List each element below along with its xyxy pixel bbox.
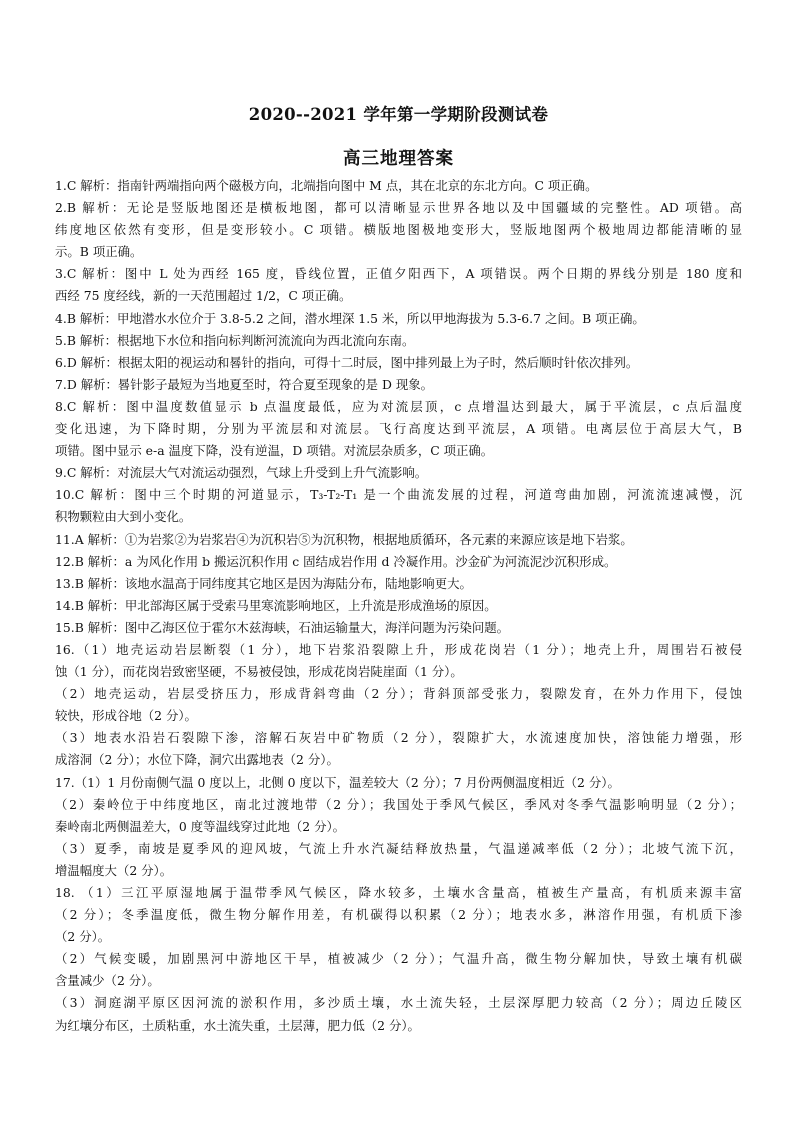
answer-line: 纬度地区依然有变形，但是变形较小。C 项错。横版地图极地变形大，竖版地图两个极地周边都能清晰的显 <box>55 222 742 238</box>
answer-line: 17.（1）1 月份南侧气温 0 度以上，北侧 0 度以下，温差较大（2 分）；7 月份两侧温度相近（2 分）。 <box>55 774 620 790</box>
answer-line: 1.C 解析：指南针两端指向两个磁极方向，北端指向图中 M 点，其在北京的东北方向。C 项正确。 <box>55 178 598 193</box>
answer-line: 18. （1）三江平原湿地属于温带季风气候区，降水较多，土壤水含量高，植被生产量高，有机质来源丰富 <box>55 885 742 900</box>
answer-line: 积物颗粒由大到小变化。 <box>55 509 192 525</box>
document-subtitle: 高三地理答案 <box>343 149 454 169</box>
answer-line: 14.B 解析：甲北部海区属于受索马里寒流影响地区，上升流是形成渔场的原因。 <box>55 597 497 613</box>
answer-line: 8.C 解析：图中温度数值显示 b 点温度最低，应为对流层顶，c 点增温达到最大，属于平流层，c 点后温度 <box>55 398 742 414</box>
answer-line: （3）洞庭湖平原区因河流的淤积作用，多沙质土壤，水土流失轻，土层深厚肥力较高（2 分）；周边丘陵区 <box>55 995 742 1011</box>
answer-line: 6.D 解析：根据太阳的视运动和晷针的指向，可得十二时辰，图中排列最上为子时，然后顺时针依次排列。 <box>55 354 639 370</box>
answer-line: 为红壤分布区，土质粘重，水土流失重，土层薄，肥力低（2 分）。 <box>55 1017 420 1033</box>
answer-line: （2 分）；冬季温度低，微生物分解作用差，有机碳得以积累（2 分）；地表水多，淋溶作用强，有机质下渗 <box>55 907 742 923</box>
answer-line: 变化迅速，为下降时期，分别为平流层和对流层。飞行高度达到平流层，A 项错。电离层位于高层大气，B <box>55 421 742 437</box>
answer-line: 3.C 解析：图中 L 处为西经 165 度，昏线位置，正值夕阳西下，A 项错误。两个日期的界线分别是 180 度和 <box>55 266 742 282</box>
answer-line: 蚀（1 分），而花岗岩致密坚硬，不易被侵蚀，形成花岗岩陡崖面（1 分）。 <box>55 664 463 680</box>
answer-line: （3）夏季，南坡是夏季风的迎风坡，气流上升水汽凝结释放热量，气温递减率低（2 分）；北坡气流下沉， <box>55 840 742 856</box>
answer-line: 11.A 解析：①为岩浆②为岩浆岩④为沉积岩⑤为沉积物，根据地质循环，各元素的来源应该是地下岩浆。 <box>55 531 633 547</box>
answer-line: 12.B 解析：a 为风化作用 b 搬运沉积作用 c 固结成岩作用 d 冷凝作用。沙金矿为河流泥沙沉积形成。 <box>55 553 617 569</box>
answer-body <box>55 175 742 1037</box>
answer-line: 秦岭南北两侧温差大，0 度等温线穿过此地（2 分）。 <box>55 818 346 834</box>
answer-line: 示。B 项正确。 <box>55 244 143 260</box>
answer-line: 16.（1）地壳运动岩层断裂（1 分），地下岩浆沿裂隙上升，形成花岗岩（1 分）；地壳上升，周围岩石被侵 <box>55 641 742 657</box>
answer-line: （2 分）。 <box>55 929 111 945</box>
answer-line: 5.B 解析：根据地下水位和指向标判断河流流向为西北流向东南。 <box>55 332 415 348</box>
answer-line: 含量减少（2 分）。 <box>55 973 160 989</box>
document-title: 2020--2021 学年第一学期阶段测试卷 <box>248 105 549 124</box>
answer-line: （2）秦岭位于中纬度地区，南北过渡地带（2 分）；我国处于季风气候区，季风对冬季气温影响明显（2 分）； <box>55 796 742 812</box>
answer-line: 2.B 解析：无论是竖版地图还是横板地图，都可以清晰显示世界各地以及中国疆域的完整性。AD 项错。高 <box>55 200 742 216</box>
answer-line: 项错。图中显示 e-a 温度下降，没有逆温，D 项错。对流层杂质多，C 项正确。 <box>55 443 494 459</box>
answer-line: （2）地壳运动，岩层受挤压力，形成背斜弯曲（2 分）；背斜顶部受张力，裂隙发育，在外力作用下，侵蚀 <box>55 686 742 702</box>
answer-line: 15.B 解析：图中乙海区位于霍尔木兹海峡，石油运输量大，海洋问题为污染问题。 <box>55 619 510 635</box>
answer-line: 较快，形成谷地（2 分）。 <box>55 708 197 724</box>
answer-line: 13.B 解析：该地水温高于同纬度其它地区是因为海陆分布，陆地影响更大。 <box>55 575 472 591</box>
answer-line: 成溶洞（2 分）；水位下降，洞穴出露地表（2 分）。 <box>55 752 339 768</box>
answer-line: 增温幅度大（2 分）。 <box>55 862 173 878</box>
answer-line: 西经 75 度经线，新的一天范围超过 1/2，C 项正确。 <box>55 288 352 304</box>
answer-line: 7.D 解析：晷针影子最短为当地夏至时，符合夏至现象的是 D 现象。 <box>55 376 434 392</box>
answer-line: 4.B 解析：甲地潜水水位介于 3.8-5.2 之间，潜水埋深 1.5 米，所以甲地海拔为 5.3-6.7 之间。B 项正确。 <box>55 310 645 326</box>
answer-line: 9.C 解析：对流层大气对流运动强烈，气球上升受到上升气流影响。 <box>55 465 428 481</box>
answer-line: （3）地表水沿岩石裂隙下渗，溶解石灰岩中矿物质（2 分），裂隙扩大，水流速度加快，溶蚀能力增强，形 <box>55 730 742 746</box>
answer-line: 10.C 解析：图中三个时期的河道显示，T₃-T₂-T₁ 是一个曲流发展的过程，河道弯曲加剧，河流流速减慢，沉 <box>55 487 742 503</box>
answer-line: （2）气候变暖，加剧黑河中游地区干旱，植被减少（2 分）；气温升高，微生物分解加快，导致土壤有机碳 <box>55 951 742 967</box>
